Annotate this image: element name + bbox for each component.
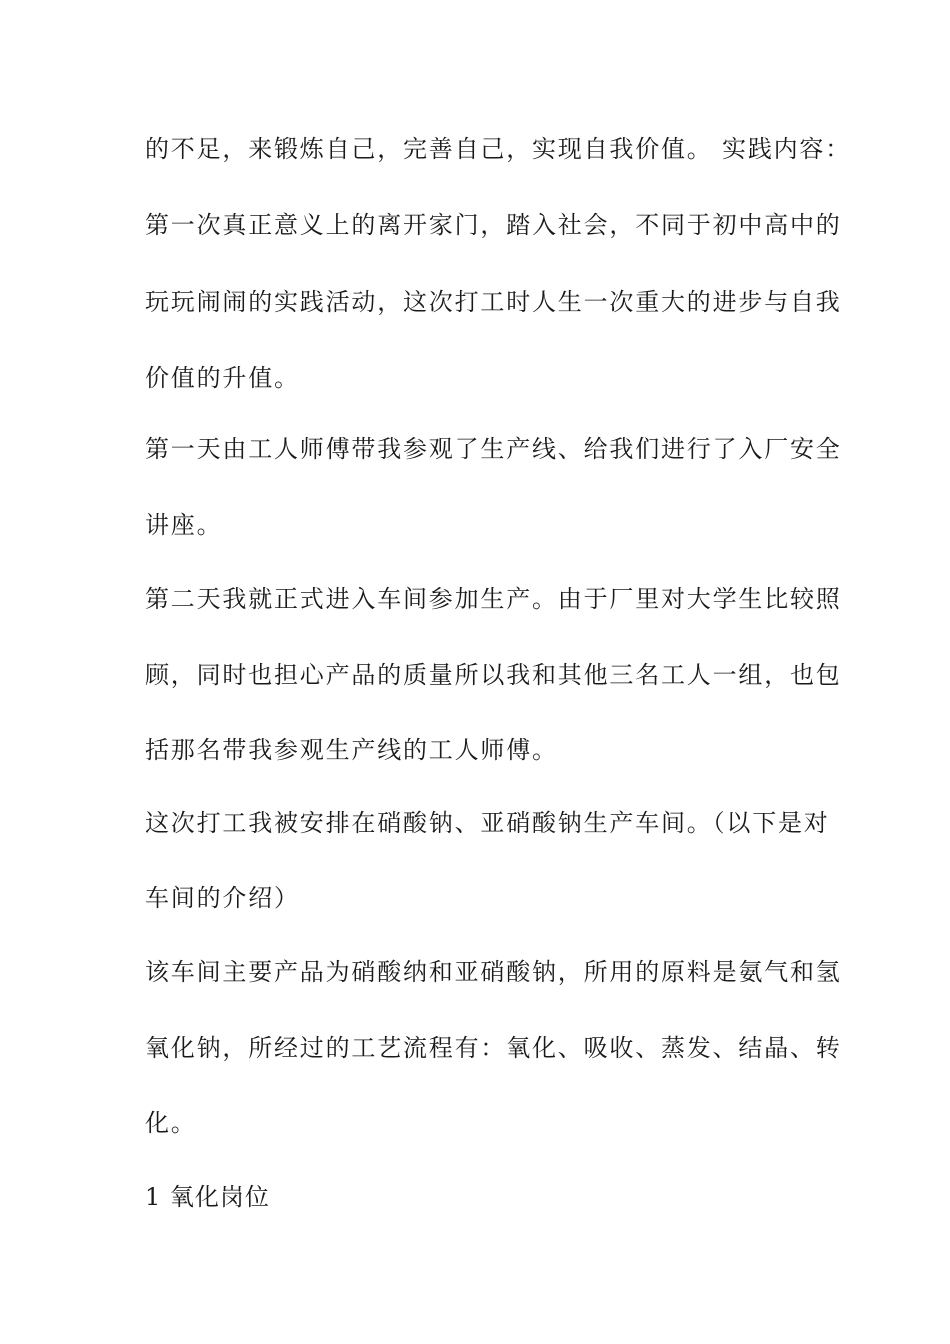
text-line: 车间的介绍）	[145, 884, 300, 912]
text-line: 价值的升值。	[145, 364, 300, 392]
text-line: 第一天由工人师傅带我参观了生产线、给我们进行了入厂安全	[145, 435, 842, 463]
text-line: 该车间主要产品为硝酸纳和亚硝酸钠，所用的原料是氨气和氢	[145, 958, 842, 986]
text-line: 这次打工我被安排在硝酸钠、亚硝酸钠生产车间。（以下是对	[145, 809, 830, 837]
text-line: 顾，同时也担心产品的质量所以我和其他三名工人一组，也包	[145, 661, 842, 689]
text-line: 第二天我就正式进入车间参加生产。由于厂里对大学生比较照	[145, 585, 842, 613]
section-heading: 1 氧化岗位	[145, 1183, 270, 1211]
text-line: 氧化钠，所经过的工艺流程有：氧化、吸收、蒸发、结晶、转	[145, 1034, 842, 1062]
text-line: 化。	[145, 1109, 197, 1137]
text-line: 讲座。	[145, 511, 223, 539]
text-line: 第一次真正意义上的离开家门，踏入社会，不同于初中高中的	[145, 211, 842, 239]
text-line: 括那名带我参观生产线的工人师傅。	[145, 736, 558, 764]
text-line: 玩玩闹闹的实践活动，这次打工时人生一次重大的进步与自我	[145, 288, 842, 316]
text-line: 的不足，来锻炼自己，完善自己，实现自我价值。 实践内容：	[145, 135, 852, 163]
